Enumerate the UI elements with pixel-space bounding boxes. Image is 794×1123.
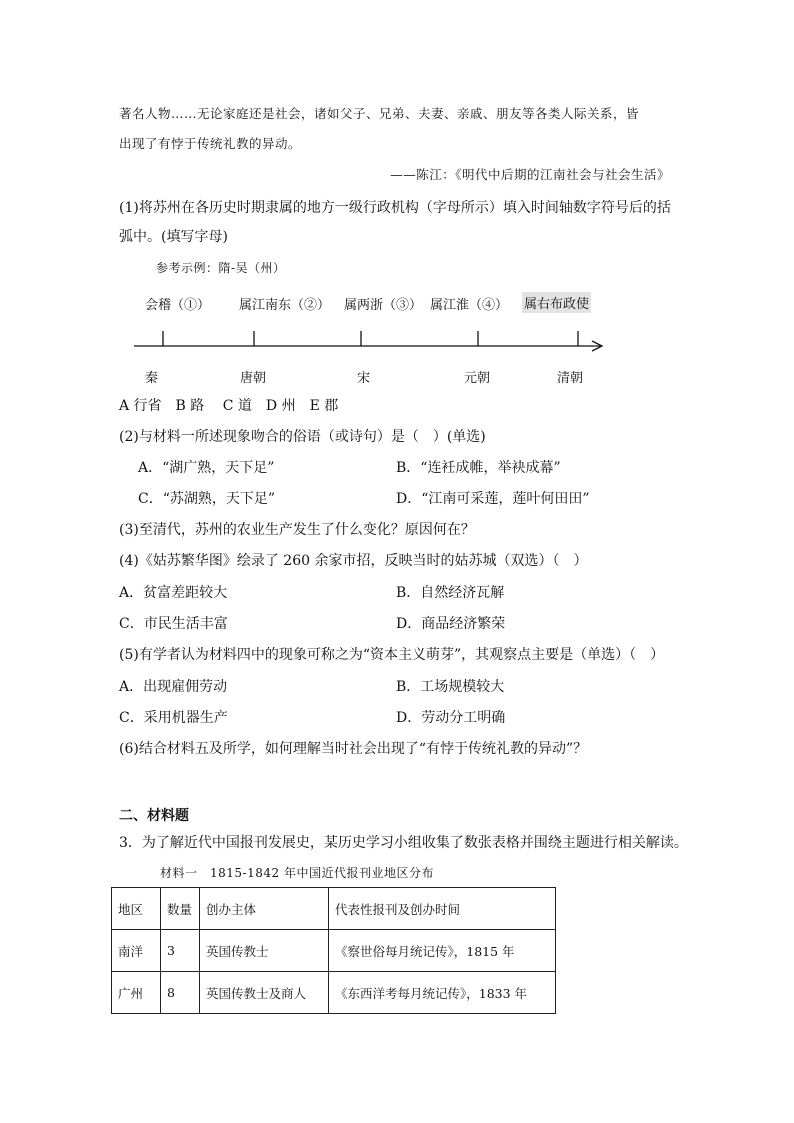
q5-option-a: A．出现雇佣劳动 (119, 679, 228, 695)
timeline-bottom-label: 唐朝 (240, 371, 267, 386)
material-excerpt-line2: 出现了有悖于传统礼教的异动。 (119, 136, 302, 151)
table-cell: 英国传教士 (200, 930, 329, 972)
q5-option-d: D．劳动分工明确 (396, 710, 506, 726)
reference-example: 参考示例：隋-吴（州） (156, 261, 286, 275)
question-6: (6)结合材料五及所学，如何理解当时社会出现了“有悖于传统礼教的异动”？ (119, 741, 588, 757)
table-cell: 广州 (112, 972, 161, 1014)
letter-options: A 行省 B 路 C 道 D 州 E 郡 (119, 398, 339, 414)
q4-option-a: A．贫富差距较大 (119, 585, 228, 601)
question-1-line1: (1)将苏州在各历史时期隶属的地方一级行政机构（字母所示）填入时间轴数字符号后的括 (119, 200, 671, 216)
q4-option-b: B．自然经济瓦解 (396, 585, 505, 601)
q2-option-c: C．“苏湖熟，天下足” (138, 491, 276, 507)
question-3-material: 3．为了解近代中国报刊发展史，某历史学习小组收集了数张表格并围绕主题进行相关解读。 (119, 835, 688, 851)
table-cell: 南洋 (112, 930, 161, 972)
table-cell: 《东西洋考每月统记传》，1833 年 (329, 972, 556, 1014)
question-3: (3)至清代，苏州的农业生产发生了什么变化？原因何在？ (119, 522, 475, 538)
table-header-row (112, 888, 556, 930)
timeline-bottom-label: 清朝 (557, 371, 584, 386)
table-cell: 《察世俗每月统记传》，1815 年 (329, 930, 556, 972)
material-source: ——陈江：《明代中后期的江南社会与社会生活》 (390, 167, 670, 182)
table-cell: 3 (161, 930, 200, 972)
material-excerpt-line1: 著名人物……无论家庭还是社会，诸如父子、兄弟、夫妻、亲戚、朋友等各类人际关系，皆 (119, 106, 640, 121)
timeline-top-label: 属两浙（③） (344, 298, 423, 313)
q2-option-a: A．“湖广熟，天下足” (138, 460, 275, 476)
q2-option-b: B．“连衽成帷，举袂成幕” (396, 460, 561, 476)
newspaper-table (111, 887, 556, 1014)
q5-option-b: B．工场规模较大 (396, 679, 505, 695)
table-cell: 英国传教士及商人 (200, 972, 329, 1014)
table-cell: 8 (161, 972, 200, 1014)
table-header-cell: 代表性报刊及创办时间 (329, 888, 556, 930)
question-2: (2)与材料一所述现象吻合的俗语（或诗句）是（ ）(单选) (119, 429, 486, 445)
q4-option-c: C．市民生活丰富 (119, 616, 228, 632)
timeline-top-label: 会稽（①） (145, 298, 211, 313)
timeline-top-label: 属江南东（②） (239, 298, 331, 313)
q5-option-c: C．采用机器生产 (119, 710, 228, 726)
table-header-cell: 数量 (161, 888, 200, 930)
question-4: (4)《姑苏繁华图》绘录了 260 余家市招，反映当时的姑苏城（双选）（ ） (119, 553, 588, 569)
question-5: (5)有学者认为材料四中的现象可称之为“资本主义萌芽”，其观察点主要是（单选）（ ） (119, 647, 665, 663)
table-header-cell: 地区 (112, 888, 161, 930)
timeline-bottom-label: 元朝 (464, 371, 491, 386)
timeline-axis (0, 0, 794, 400)
timeline-top-label: 属右布政使 (522, 292, 591, 313)
question-1-line2: 弧中。(填写字母) (119, 229, 228, 245)
timeline-bottom-label: 秦 (145, 371, 159, 386)
table-title: 材料一 1815-1842 年中国近代报刊业地区分布 (160, 866, 434, 880)
timeline-top-label: 属江淮（④） (430, 298, 509, 313)
timeline-bottom-label: 宋 (357, 371, 371, 386)
section-title: 二、材料题 (119, 808, 189, 824)
table-row (112, 972, 556, 1014)
table-header-cell: 创办主体 (200, 888, 329, 930)
table-row (112, 930, 556, 972)
q2-option-d: D．“江南可采莲，莲叶何田田” (396, 491, 590, 507)
q4-option-d: D．商品经济繁荣 (396, 616, 506, 632)
